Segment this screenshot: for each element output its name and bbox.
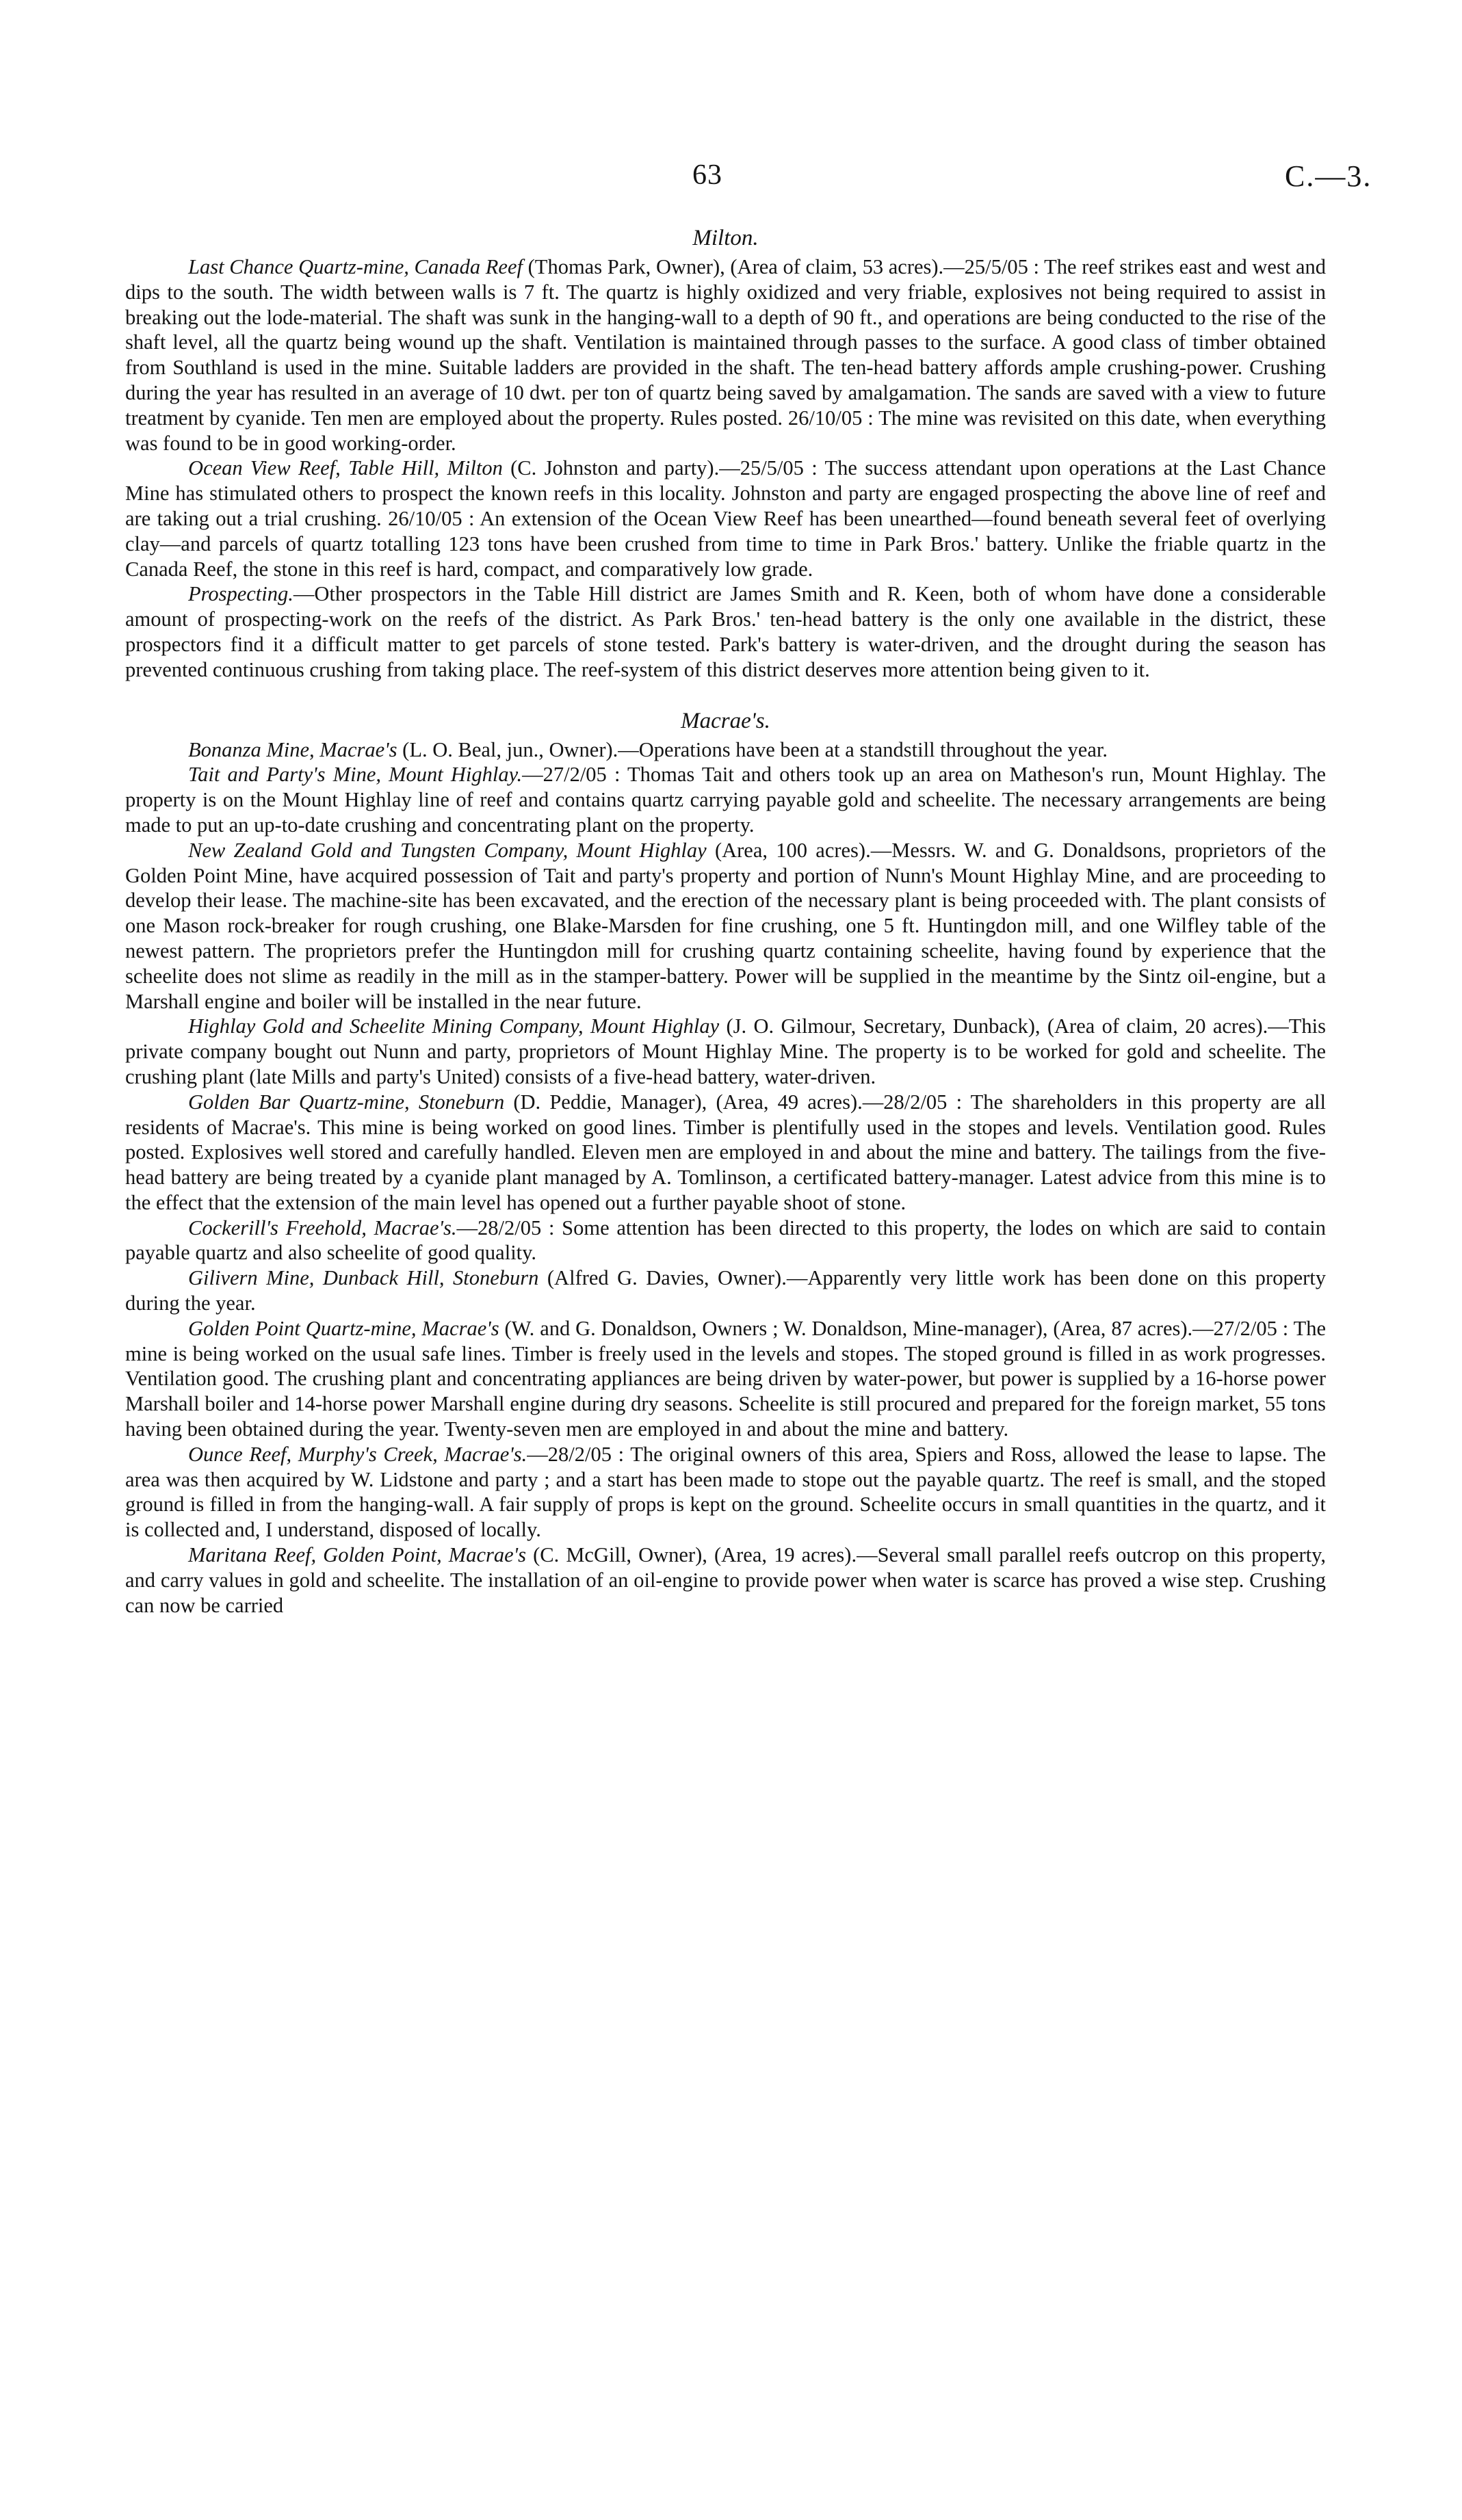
- entry-title: Golden Bar Quartz-mine, Stoneburn: [188, 1090, 505, 1114]
- entry-text: (Alfred G. Davies, Owner).—Apparently very little work has been done on this property during the year.: [125, 1266, 1327, 1315]
- entry-text: —27/2/05 : Thomas Tait and others took up an area on Matheson's run, Mount Highlay. The property is on the Mount Highlay line of reef and contains quartz carrying payable gold and scheelite. The necessary arrangements are being made to put an up-to-date crushing and concentrating plant on the property.: [125, 763, 1326, 837]
- entry-prospecting: [125, 581, 1326, 682]
- body-text: [125, 224, 1326, 1618]
- entry-text: (C. McGill, Owner), (Area, 19 acres).—Several small parallel reefs outcrop on this property, and carry values in gold and scheelite. The installation of an oil-engine to provide power when water is scarce has proved a wise step. Crushing can now be carried: [125, 1543, 1326, 1617]
- entry-title: Golden Point Quartz-mine, Macrae's: [188, 1316, 499, 1340]
- entry-text: (J. O. Gilmour, Secretary, Dunback), (Area of claim, 20 acres).—This private company bought out Nunn and party, proprietors of Mount Highlay Mine. The property is to be worked for gold and scheelite. The crushing plant (late Mills and party's United) consists of a five-head battery, water-driven.: [125, 1014, 1326, 1088]
- entry-text: —28/2/05 : Some attention has been directed to this property, the lodes on which are said to contain payable quartz and also scheelite of good quality.: [125, 1216, 1326, 1265]
- entry-title: Maritana Reef, Golden Point, Macrae's: [188, 1543, 527, 1567]
- entry-title: New Zealand Gold and Tungsten Company, Mount Highlay: [188, 838, 707, 862]
- entry-highlay-gold-scheelite: [125, 1014, 1326, 1089]
- entry-golden-bar: [125, 1090, 1326, 1216]
- entry-title: Highlay Gold and Scheelite Mining Company, Mount Highlay: [188, 1014, 720, 1038]
- entry-text: (Area, 100 acres).—Messrs. W. and G. Donaldsons, proprietors of the Golden Point Mine, have acquired possession of Tait and party's property and portion of Nunn's Mount Highlay Mine, and are proceeding to develop their lease. The machine-site has been excavated, and the erection of the necessary plant is being proceeded with. The plant consists of one Mason rock-breaker for rough crushing, one Blake-Marsden for fine crushing, one 5 ft. Huntingdon mill, and one Wilfley table of the newest pattern. The proprietors prefer the Huntingdon mill for crushing quartz containing scheelite, having found by experience that the scheelite does not slime as readily in the mill as in the stamper-battery. Power will be supplied in the meantime by the Sintz oil-engine, but a Marshall engine and boiler will be installed in the near future.: [125, 838, 1326, 1013]
- entry-title: Last Chance Quartz-mine, Canada Reef: [188, 255, 523, 278]
- page-number: 63: [692, 159, 722, 191]
- entry-text: (W. and G. Donaldson, Owners ; W. Donaldson, Mine-manager), (Area, 87 acres).—27/2/05 : The mine is being worked on the usual safe lines. Timber is freely used in the levels and stopes. The stoped ground is filled in as work progresses. Ventilation good. The crushing plant and concentrating appliances are being driven by water-power, but power is supplied by a 16-horse power Marshall boiler and 14-horse power Marshall engine during dry seasons. Scheelite is still procured and prepared for the foreign market, 55 tons having been obtained during the year. Twenty-seven men are employed in and about the mine and battery.: [125, 1316, 1326, 1441]
- entry-title: Gilivern Mine, Dunback Hill, Stoneburn: [188, 1266, 539, 1290]
- entry-text: (D. Peddie, Manager), (Area, 49 acres).—28/2/05 : The shareholders in this property are all residents of Macrae's. This mine is being worked on good lines. Timber is plentifully used in the stopes and levels. Ventilation good. Rules posted. Explosives well stored and carefully handled. Eleven men are employed in and about the mine and battery. The tailings from the five-head battery are being treated by a cyanide plant managed by A. Tomlinson, a certificated battery-manager. Latest advice from this mine is to the effect that the extension of the main level has opened out a further payable shoot of stone.: [125, 1090, 1326, 1214]
- entry-tait-and-party: [125, 762, 1326, 837]
- entry-nz-gold-tungsten: [125, 838, 1326, 1014]
- entry-last-chance: [125, 254, 1326, 456]
- entry-text: —28/2/05 : The original owners of this area, Spiers and Ross, allowed the lease to lapse. The area was then acquired by W. Lidstone and party ; and a start has been made to stope out the payable quartz. The reef is small, and the stoped ground is filled in from the hanging-wall. A fair supply of props is kept on the ground. Scheelite occurs in small quantities in the quartz, and it is collected and, I understand, disposed of locally.: [125, 1442, 1327, 1542]
- entry-title: Ocean View Reef, Table Hill, Milton: [188, 456, 503, 480]
- section-heading-macraes: Macrae's.: [681, 708, 770, 733]
- entry-text: —Other prospectors in the Table Hill district are James Smith and R. Keen, both of whom have done a considerable amount of prospecting-work on the reefs of the district. As Park Bros.' ten-head battery is the only one available in the district, these prospectors find it a difficult matter to get parcels of stone tested. Park's battery is water-driven, and the drought during the season has prevented continuous crushing from taking place. The reef-system of this district deserves more attention being given to it.: [125, 582, 1326, 681]
- entry-cockerills-freehold: [125, 1216, 1326, 1266]
- entry-ocean-view: [125, 456, 1326, 581]
- entry-title: Cockerill's Freehold, Macrae's.: [188, 1216, 457, 1239]
- entry-golden-point: [125, 1316, 1326, 1442]
- entry-maritana-reef: [125, 1543, 1326, 1618]
- entry-title: Bonanza Mine, Macrae's: [188, 737, 397, 761]
- entry-text: (L. O. Beal, jun., Owner).—Operations have been at a standstill throughout the year.: [397, 737, 1108, 761]
- section-heading-milton: Milton.: [692, 226, 759, 250]
- page-header: [0, 159, 1462, 200]
- entry-text: (C. Johnston and party).—25/5/05 : The success attendant upon operations at the Last Chance Mine has stimulated others to prospect the known reefs in this locality. Johnston and party are engaged prospecting the above line of reef and are taking out a trial crushing. 26/10/05 : An extension of the Ocean View Reef has been unearthed—found beneath several feet of overlying clay—and parcels of quartz totalling 123 tons have been crushed from time to time in Park Bros.' battery. Unlike the friable quartz in the Canada Reef, the stone in this reef is hard, compact, and comparatively low grade.: [125, 456, 1327, 581]
- entry-bonanza: [125, 737, 1326, 763]
- entry-text: (Thomas Park, Owner), (Area of claim, 53 acres).—25/5/05 : The reef strikes east and west and dips to the south. The width between walls is 7 ft. The quartz is highly oxidized and very friable, explosives not being required to assist in breaking out the lode-material. The shaft was sunk in the hanging-wall to a depth of 90 ft., and operations are being conducted to the rise of the shaft level, all the quartz being wound up the shaft. Ventilation is maintained through passes to the surface. A good class of timber obtained from Southland is used in the mine. Suitable ladders are provided in the shaft. The ten-head battery affords ample crushing-power. Crushing during the year has resulted in an average of 10 dwt. per ton of quartz being saved by amalgamation. The sands are saved with a view to future treatment by cyanide. Ten men are employed about the property. Rules posted. 26/10/05 : The mine was revisited on this date, when everything was found to be in good working-order.: [125, 255, 1326, 455]
- entry-gilivern: [125, 1265, 1326, 1316]
- entry-title: Prospecting.: [188, 582, 293, 606]
- entry-title: Ounce Reef, Murphy's Creek, Macrae's.: [188, 1442, 527, 1466]
- document-reference: C.—3.: [1285, 159, 1372, 193]
- entry-title: Tait and Party's Mine, Mount Highlay.: [188, 763, 523, 787]
- entry-ounce-reef: [125, 1442, 1326, 1543]
